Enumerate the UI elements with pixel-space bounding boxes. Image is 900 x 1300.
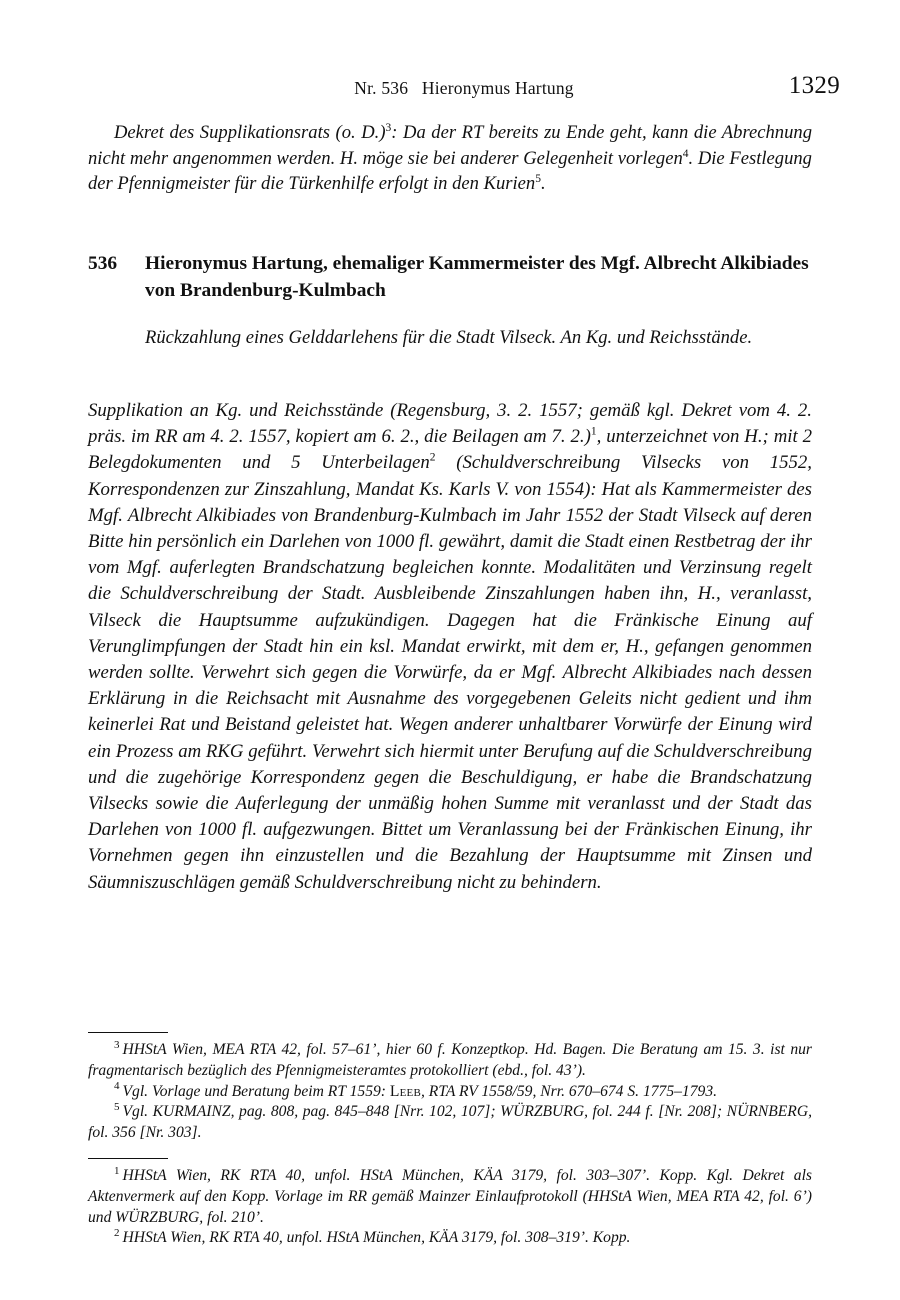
section-heading: [88, 250, 812, 304]
footnote-rule: [88, 1032, 168, 1033]
footnote-text: HHStA Wien, RK RTA 40, unfol. HStA München, KÄA 3179, fol. 303–307’. Kopp. Kgl. Dekret als Aktenvermerk auf den Kopp. Vorlage im RR gemäß Mainzer Einlaufprotokoll (HHStA Wien, MEA RTA 42, fol. 6’) und WÜRZBURG, fol. 210’.: [88, 1167, 812, 1226]
footnote-text-after: , RTA RV 1558/59, Nrr. 670–674 S. 1775–1793.: [421, 1082, 718, 1100]
decree-lead: Dekret des Supplikationsrats (o. D.): [114, 122, 386, 143]
footnote-text-before: Vgl. Vorlage und Beratung beim RT 1559:: [122, 1082, 390, 1100]
regest-summary: Rückzahlung eines Gelddarlehens für die Stadt Vilseck. An Kg. und Reichsstände.: [145, 327, 753, 348]
footnote-item: [88, 1228, 812, 1249]
footnote-marker: 2: [114, 1227, 120, 1240]
footnote-item: [88, 1166, 812, 1228]
footnote-group-upper: [88, 1032, 812, 1144]
footnote-text: Vgl. KURMAINZ, pag. 808, pag. 845–848 [Nrr. 102, 107]; WÜRZBURG, fol. 244 f. [Nr. 208]; NÜRNBERG, fol. 356 [Nr. 303].: [88, 1103, 812, 1142]
footnote-marker: 4: [114, 1080, 120, 1093]
footnote-ref-4[interactable]: 4: [682, 147, 689, 160]
running-head-title: Nr. 536 Hieronymus Hartung: [354, 78, 574, 98]
footnote-ref-3[interactable]: 3: [385, 121, 392, 134]
section-number: 536: [88, 253, 118, 274]
body-part-1: Supplikation an Kg. und Reichsstände (Regensburg, 3. 2. 1557; gemäß kgl. Dekret vom 4. 2. präs. im RR am 4. 2. 1557, kopiert am 6. 2., die Beilagen am 7. 2.): [88, 400, 812, 448]
body-part-3: (Schuldverschreibung Vilsecks von 1552, Korrespondenzen zur Zinszahlung, Mandat Ks. Karls V. von 1554): Hat als Kammermeister des Mgf. Albrecht Alkibiades von Brandenburg-Kulmbach im Jahr 1552 der Stadt Vilseck auf deren Bitte hin persönlich ein Darlehen von 1000 fl. gewährt, damit die Stadt einen Restbetrag der ihr vom Mgf. auferlegten Brandschatzung begleichen konnte. Modalitäten und Verzinsung regelt die Schuldverschreibung der Stadt. Ausbleibende Zinszahlungen haben ihn, H., veranlasst, Vilseck die Hauptsumme aufzukündigen. Dagegen hat die Fränkische Einung auf Verunglimpfungen der Stadt hin ein ksl. Mandat erwirkt, mit dem er, H., gefangen genommen werden sollte. Verwehrt sich gegen die Vorwürfe, da er Mgf. Albrecht Alkibiades nach dessen Erklärung in die Reichsacht mit Ausnahme des vorgegebenen Geleits nicht gedient und ihm keinerlei Rat und Beistand geleistet hat. Wegen anderer unhaltbarer Vorwürfe der Einung wird ein Prozess am RKG geführt. Verwehrt sich hiermit unter Berufung auf die Schuldverschreibung und die zugehörige Korrespondenz gegen die Beschuldigung, er habe die Brandschatzung Vilsecks sowie die Auferlegung der unmäßig hohen Summe mit veranlasst und der Stadt das Darlehen von 1000 fl. aufgezwungen. Bittet um Veranlassung bei der Fränkischen Einung, ihr Vornehmen gegen ihn einzustellen und die Bezahlung der Hauptsumme mit Zinsen und Säumniszuschlägen gemäß Schuldverschreibung nicht zu behindern.: [88, 452, 812, 893]
page-number: 1329: [788, 72, 840, 99]
footnote-item: [88, 1082, 812, 1103]
footnote-text: HHStA Wien, MEA RTA 42, fol. 57–61’, hier 60 f. Konzeptkop. Hd. Bagen. Die Beratung am 15. 3. ist nur fragmentarisch bezüglich des Pfennigmeisteramtes protokolliert (ebd., fol. 43’).: [88, 1041, 812, 1079]
footnote-group-lower: [88, 1158, 812, 1249]
decree-paragraph: [88, 120, 812, 197]
decree-text-b: . Die Festlegung der Pfennigmeister für die Türkenhilfe erfolgt in den Kurien: [88, 147, 812, 195]
running-head: [88, 72, 840, 104]
section-title: Hieronymus Hartung, ehemaliger Kammermeister des Mgf. Albrecht Alkibiades von Brandenburg-Kulmbach: [145, 253, 809, 301]
footnote-marker: 1: [114, 1164, 120, 1177]
decree-text-c: .: [540, 173, 546, 195]
footnote-rule: [88, 1158, 168, 1159]
decree-text-a: : Da der RT bereits zu Ende geht, kann die Abrechnung nicht mehr angenommen werden. H. möge sie bei anderer Gelegenheit vorlegen: [88, 122, 812, 169]
footnote-marker: 3: [114, 1038, 120, 1051]
footnote-item: [88, 1102, 812, 1144]
footnote-text: HHStA Wien, RK RTA 40, unfol. HStA München, KÄA 3179, fol. 308–319’. Kopp.: [122, 1229, 631, 1247]
footnote-ref-1[interactable]: 1: [590, 425, 597, 438]
footnote-item: [88, 1040, 812, 1082]
footnote-ref-5[interactable]: 5: [535, 173, 541, 185]
main-body-text: [88, 398, 812, 896]
footnote-marker: 5: [114, 1101, 120, 1114]
footnote-ref-2[interactable]: 2: [429, 452, 436, 465]
body-part-2: , unterzeichnet von H.; mit 2 Belegdokumenten und 5 Unterbeilagen: [88, 426, 812, 474]
footnote-author-smallcaps: Leeb: [389, 1082, 421, 1100]
